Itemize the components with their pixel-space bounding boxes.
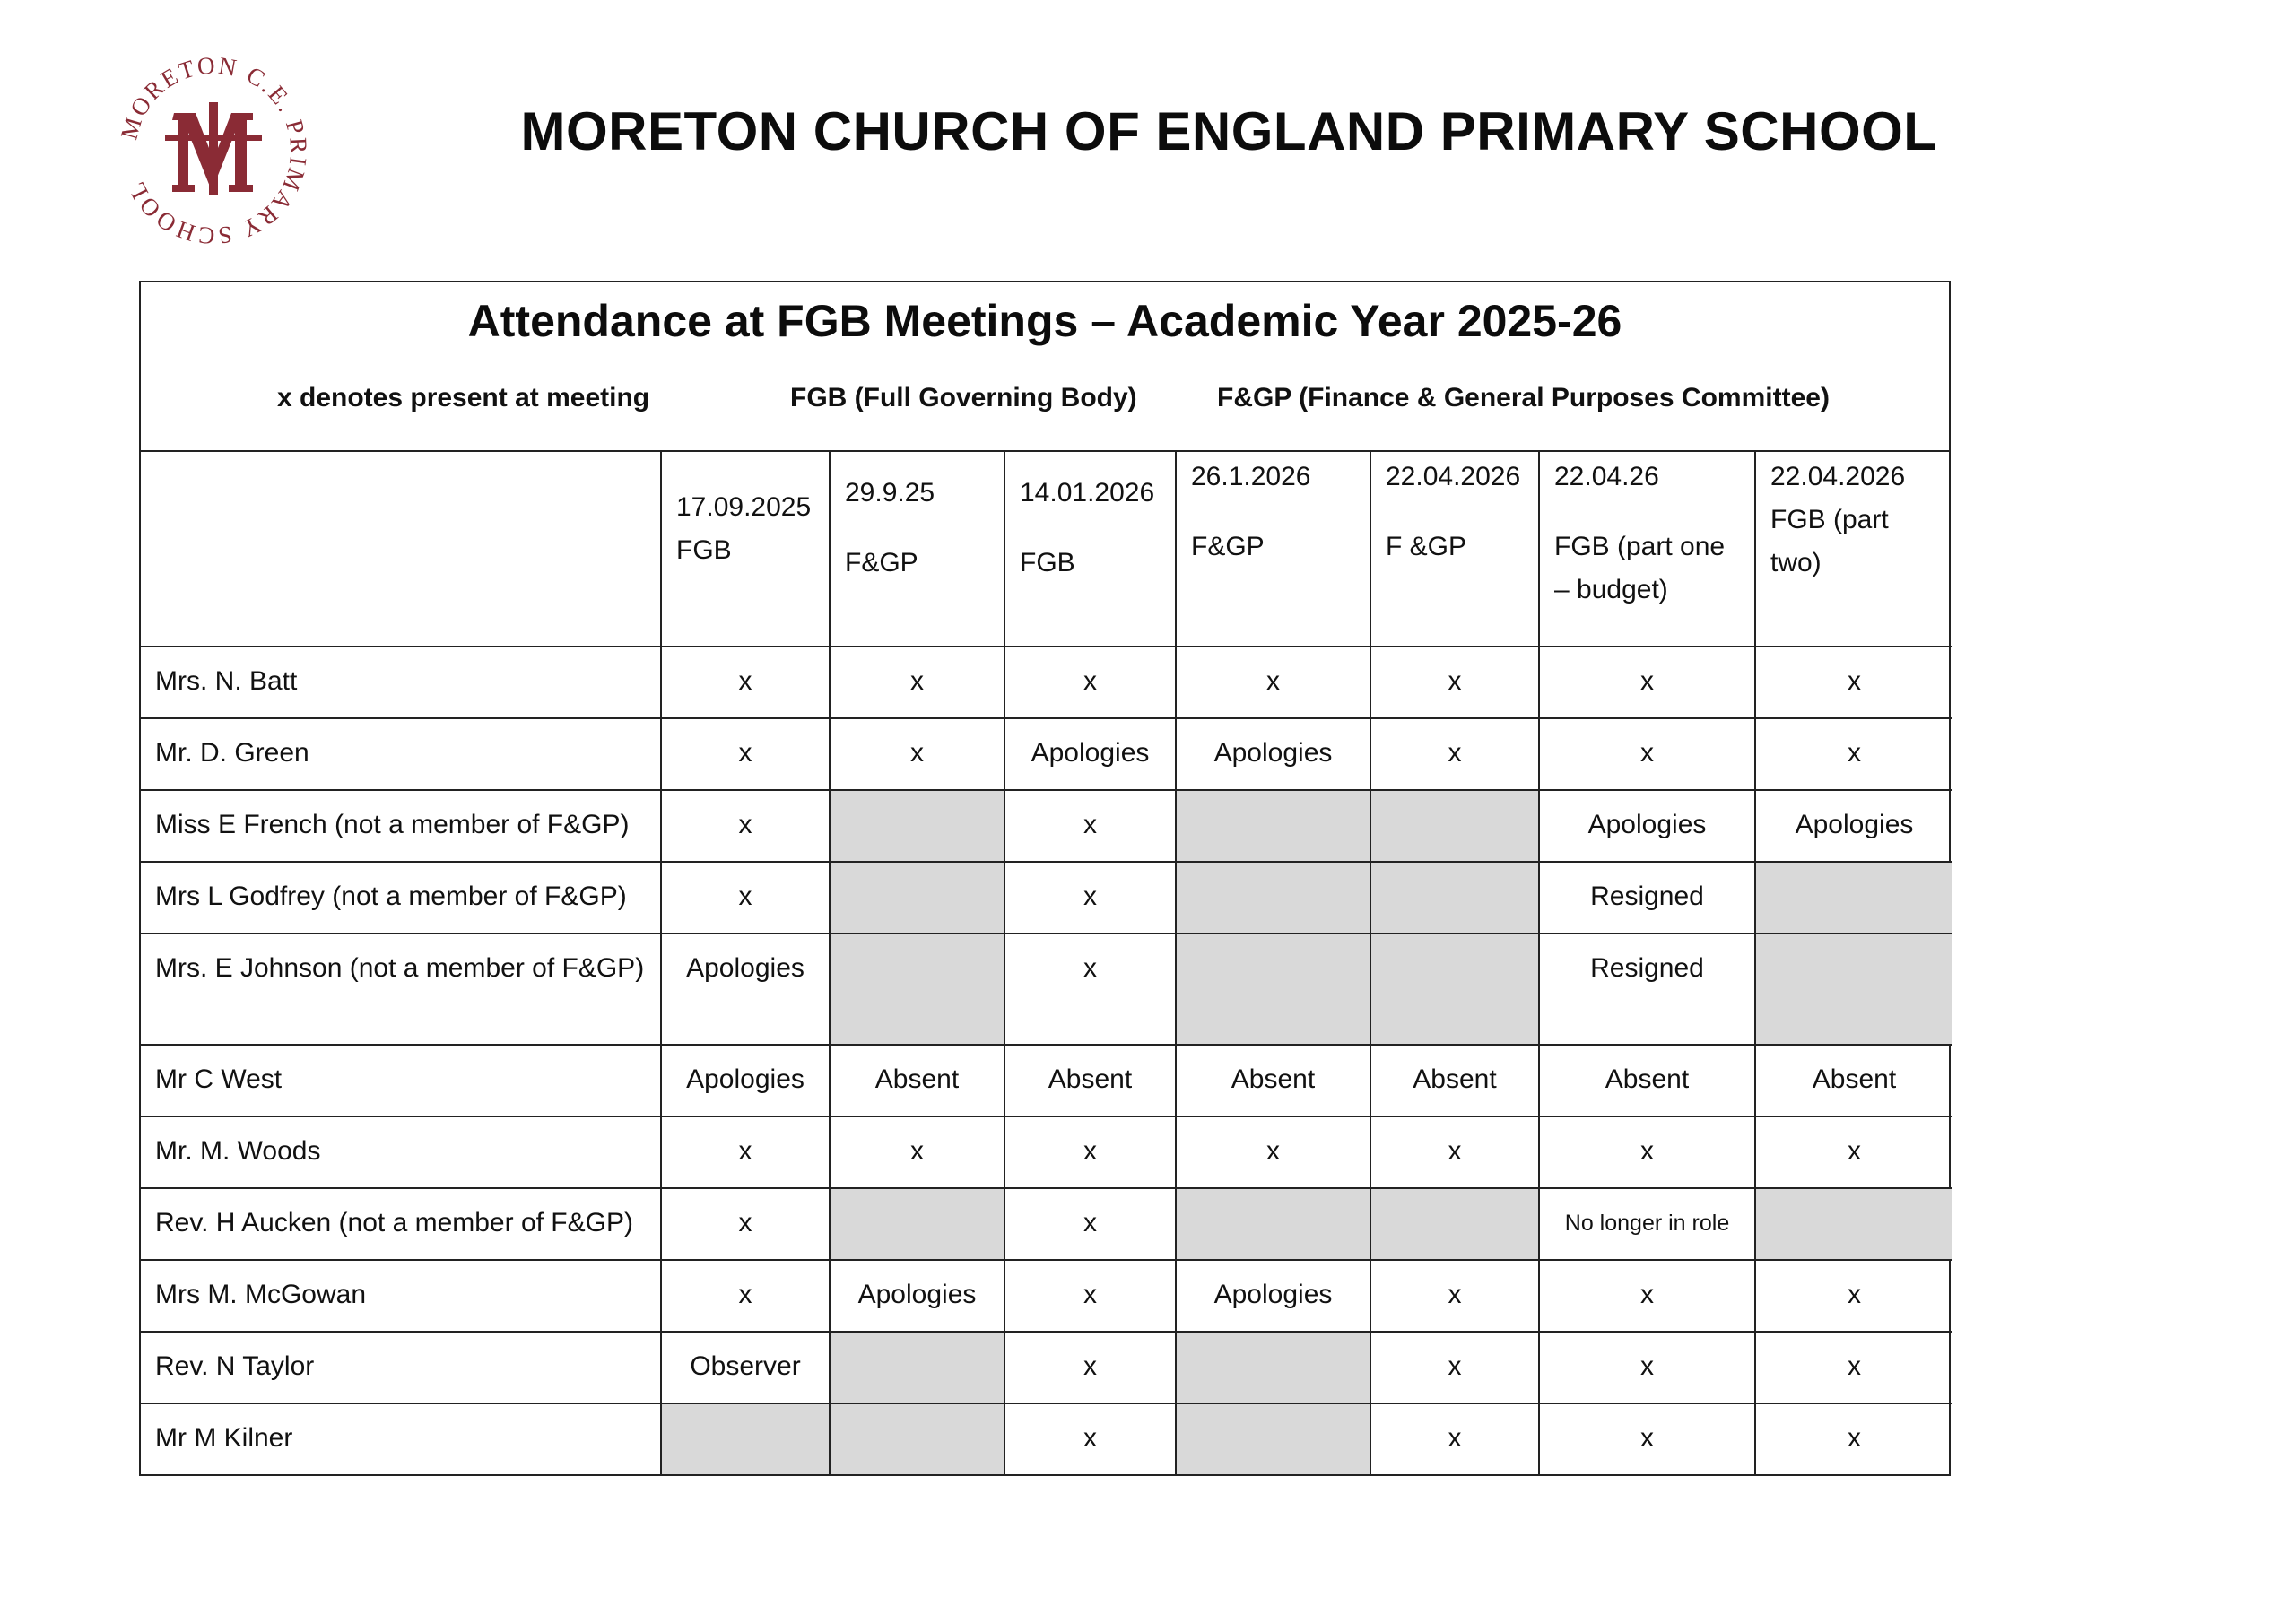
governor-name: Mrs. N. Batt (141, 647, 661, 718)
attendance-cell: x (1004, 934, 1176, 1045)
attendance-cell: x (1004, 647, 1176, 718)
attendance-cell: Absent (1755, 1045, 1952, 1116)
attendance-cell: Absent (830, 1045, 1004, 1116)
governor-row (141, 1332, 1952, 1403)
attendance-cell: x (1539, 1260, 1755, 1332)
governor-row (141, 1045, 1952, 1116)
attendance-cell: Apologies (830, 1260, 1004, 1332)
governor-row (141, 1188, 1952, 1260)
attendance-cell: x (830, 718, 1004, 790)
not-applicable-cell (1176, 1403, 1370, 1474)
not-applicable-cell (830, 862, 1004, 934)
attendance-cell: x (1755, 647, 1952, 718)
attendance-cell: x (1004, 1116, 1176, 1188)
meeting-header (1004, 452, 1176, 647)
svg-text:MORETON C.E. PRIMARY SCHOOL: MORETON C.E. PRIMARY SCHOOL (115, 52, 312, 249)
governor-row (141, 790, 1952, 862)
meeting-type: FGB (676, 535, 732, 565)
not-applicable-cell (830, 934, 1004, 1045)
attendance-cell: x (661, 647, 830, 718)
attendance-cell: x (661, 1188, 830, 1260)
not-applicable-cell (661, 1403, 830, 1474)
attendance-cell: Apologies (1755, 790, 1952, 862)
meeting-type: FGB (part one – budget) (1554, 532, 1726, 604)
attendance-cell: Apologies (661, 934, 830, 1045)
attendance-cell: x (830, 647, 1004, 718)
meeting-date: 14.01.2026 (1020, 478, 1155, 508)
not-applicable-cell (830, 1403, 1004, 1474)
attendance-cell: x (1755, 1332, 1952, 1403)
governor-name: Mr. M. Woods (141, 1116, 661, 1188)
attendance-cell: x (1539, 1403, 1755, 1474)
governor-row (141, 1116, 1952, 1188)
meeting-type: F&GP (1191, 532, 1265, 561)
attendance-cell: Apologies (661, 1045, 830, 1116)
governor-row (141, 934, 1952, 1045)
governor-name: Mrs L Godfrey (not a member of F&GP) (141, 862, 661, 934)
meeting-type: F&GP (845, 548, 918, 578)
governor-row (141, 647, 1952, 718)
not-applicable-cell (1755, 1188, 1952, 1260)
school-name: MORETON CHURCH OF ENGLAND PRIMARY SCHOOL (520, 101, 1937, 161)
attendance-cell: Apologies (1176, 1260, 1370, 1332)
not-applicable-cell (830, 1332, 1004, 1403)
governor-row (141, 862, 1952, 934)
not-applicable-cell (1370, 790, 1539, 862)
governor-row (141, 718, 1952, 790)
governor-name: Mr M Kilner (141, 1403, 661, 1474)
attendance-cell: x (1370, 1260, 1539, 1332)
not-applicable-cell (1370, 862, 1539, 934)
not-applicable-cell (1176, 1188, 1370, 1260)
not-applicable-cell (1176, 934, 1370, 1045)
attendance-cell: x (1370, 1332, 1539, 1403)
attendance-cell: x (1755, 1403, 1952, 1474)
meeting-date: 17.09.2025 (676, 492, 812, 522)
legend-fgp: F&GP (Finance & General Purposes Committee) (1217, 383, 1830, 413)
attendance-cell: Apologies (1004, 718, 1176, 790)
attendance-cell: x (1539, 718, 1755, 790)
not-applicable-cell (1755, 862, 1952, 934)
attendance-cell: x (661, 1260, 830, 1332)
not-applicable-cell (1370, 934, 1539, 1045)
not-applicable-cell (1176, 862, 1370, 934)
not-applicable-cell (1755, 934, 1952, 1045)
attendance-cell: x (1370, 1116, 1539, 1188)
meeting-type: FGB (part two) (1770, 505, 1889, 578)
attendance-cell: Absent (1539, 1045, 1755, 1116)
not-applicable-cell (830, 1188, 1004, 1260)
governor-name: Mr. D. Green (141, 718, 661, 790)
meeting-date: 22.04.26 (1554, 462, 1659, 491)
attendance-cell: x (1176, 1116, 1370, 1188)
attendance-cell: x (661, 1116, 830, 1188)
meeting-date: 26.1.2026 (1191, 462, 1311, 491)
meeting-type: FGB (1020, 548, 1075, 578)
attendance-cell: x (1004, 790, 1176, 862)
governor-row (141, 1260, 1952, 1332)
attendance-cell: Observer (661, 1332, 830, 1403)
attendance-cell: x (661, 862, 830, 934)
meeting-header (1755, 452, 1952, 647)
attendance-sheet (139, 281, 1951, 1476)
attendance-cell: x (1755, 1260, 1952, 1332)
attendance-cell: Apologies (1539, 790, 1755, 862)
attendance-cell: x (1370, 718, 1539, 790)
not-applicable-cell (1176, 1332, 1370, 1403)
legend-present: x denotes present at meeting (277, 383, 650, 413)
meeting-date: 22.04.2026 (1770, 462, 1906, 491)
attendance-cell: Resigned (1539, 934, 1755, 1045)
attendance-cell: x (1755, 1116, 1952, 1188)
meeting-header (1176, 452, 1370, 647)
attendance-cell: x (1755, 718, 1952, 790)
meeting-header (1370, 452, 1539, 647)
governor-name: Rev. N Taylor (141, 1332, 661, 1403)
governor-name: Rev. H Aucken (not a member of F&GP) (141, 1188, 661, 1260)
attendance-cell: x (661, 790, 830, 862)
attendance-cell: x (1176, 647, 1370, 718)
attendance-cell: x (1004, 1260, 1176, 1332)
meeting-header (661, 452, 830, 647)
not-applicable-cell (830, 790, 1004, 862)
attendance-cell: x (1004, 862, 1176, 934)
attendance-cell: x (1004, 1332, 1176, 1403)
not-applicable-cell (1370, 1188, 1539, 1260)
attendance-cell: Absent (1370, 1045, 1539, 1116)
attendance-cell: x (1539, 1332, 1755, 1403)
attendance-cell: x (1539, 647, 1755, 718)
attendance-table (141, 452, 1952, 1474)
legend-fgb: FGB (Full Governing Body) (790, 383, 1137, 413)
governor-name: Mrs M. McGowan (141, 1260, 661, 1332)
governor-name: Miss E French (not a member of F&GP) (141, 790, 661, 862)
meeting-date: 22.04.2026 (1386, 462, 1521, 491)
governor-row (141, 1403, 1952, 1474)
governor-name: Mrs. E Johnson (not a member of F&GP) (141, 934, 661, 1045)
table-title: Attendance at FGB Meetings – Academic Year 2025-26 (467, 296, 1622, 346)
attendance-cell: Apologies (1176, 718, 1370, 790)
attendance-cell: Absent (1004, 1045, 1176, 1116)
attendance-cell: x (1004, 1188, 1176, 1260)
attendance-cell: x (661, 718, 830, 790)
attendance-cell: Absent (1176, 1045, 1370, 1116)
attendance-cell: Resigned (1539, 862, 1755, 934)
meeting-header (830, 452, 1004, 647)
attendance-cell: x (1370, 1403, 1539, 1474)
not-applicable-cell (1176, 790, 1370, 862)
attendance-cell: x (1370, 647, 1539, 718)
meeting-type: F &GP (1386, 532, 1467, 561)
table-header-box (141, 282, 1949, 452)
attendance-cell: x (830, 1116, 1004, 1188)
name-column-header (141, 452, 661, 647)
attendance-cell: No longer in role (1539, 1188, 1755, 1260)
meeting-header (1539, 452, 1755, 647)
attendance-rows (141, 647, 1952, 1474)
governor-name: Mr C West (141, 1045, 661, 1116)
meeting-header-row (141, 452, 1952, 647)
attendance-cell: x (1004, 1403, 1176, 1474)
attendance-cell: x (1539, 1116, 1755, 1188)
meeting-date: 29.9.25 (845, 478, 935, 508)
